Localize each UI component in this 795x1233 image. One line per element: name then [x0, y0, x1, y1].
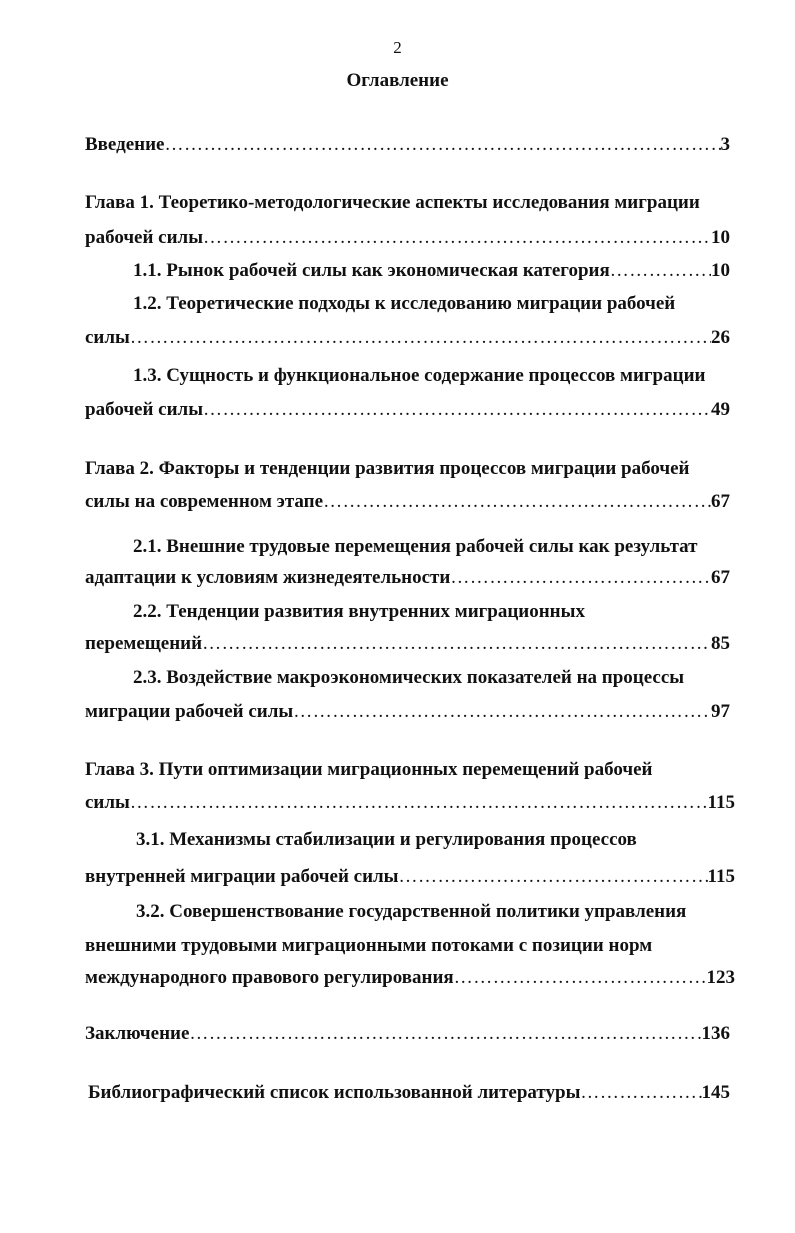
dot-leader	[580, 1081, 701, 1105]
toc-entry-page: 49	[711, 399, 730, 420]
toc-entry-text: рабочей силы	[85, 399, 204, 420]
page-number: 2	[393, 38, 402, 57]
dot-leader	[293, 700, 711, 724]
toc-entry-chapter-2[interactable]	[85, 490, 730, 514]
toc-section-1-2-title: 1.2. Теоретические подходы к исследованию миграции рабочей	[133, 293, 676, 314]
dot-leader	[399, 865, 708, 889]
toc-entry-text: перемещений	[85, 633, 203, 654]
toc-section-2-2-title: 2.2. Тенденции развития внутренних миграционных	[133, 601, 585, 622]
toc-section-2-3-title: 2.3. Воздействие макроэкономических показателей на процессы	[133, 667, 685, 688]
toc-entry-chapter-3[interactable]	[85, 791, 735, 815]
toc-entry-text: 1.1. Рынок рабочей силы как экономическая категория	[133, 260, 610, 281]
toc-entry-text: силы на современном этапе	[85, 491, 324, 512]
toc-entry-text: силы	[85, 327, 130, 348]
dot-leader	[610, 259, 711, 283]
toc-entry-text: Библиографический список использованной литературы	[88, 1082, 581, 1103]
toc-entry-1-2[interactable]	[85, 326, 730, 350]
toc-entry-1-3[interactable]	[85, 398, 730, 422]
toc-entry-3-2[interactable]	[85, 966, 735, 990]
toc-entry-page: 145	[701, 1082, 730, 1103]
toc-chapter-2-title: Глава 2. Факторы и тенденции развития процессов миграции рабочей	[85, 458, 690, 479]
toc-entry-conclusion[interactable]	[85, 1022, 730, 1046]
toc-entry-page: 123	[706, 967, 735, 988]
toc-entry-2-1[interactable]	[85, 566, 730, 590]
toc-entry-page: 115	[707, 792, 735, 813]
toc-entry-page: 115	[707, 866, 735, 887]
toc-entry-3-1[interactable]	[85, 865, 735, 889]
toc-entry-bibliography[interactable]	[88, 1081, 730, 1105]
toc-entry-page: 26	[711, 327, 730, 348]
dot-leader	[454, 966, 707, 990]
dot-leader	[130, 791, 708, 815]
dot-leader	[165, 133, 721, 157]
toc-entry-page: 10	[711, 227, 730, 248]
dot-leader	[130, 326, 711, 350]
toc-entry-text: рабочей силы	[85, 227, 204, 248]
toc-section-3-2-title: 3.2. Совершенствование государственной политики управления	[136, 901, 687, 922]
toc-section-3-2-title-cont: внешними трудовыми миграционными потоками с позиции норм	[85, 935, 653, 956]
toc-entry-page: 67	[711, 491, 730, 512]
toc-entry-introduction[interactable]	[85, 133, 730, 157]
toc-entry-page: 136	[701, 1023, 730, 1044]
dot-leader	[189, 1022, 701, 1046]
toc-section-3-1-title: 3.1. Механизмы стабилизации и регулирования процессов	[136, 829, 637, 850]
toc-entry-1-1[interactable]	[133, 259, 730, 283]
toc-chapter-1-title: Глава 1. Теоретико-методологические аспекты исследования миграции	[85, 192, 700, 213]
dot-leader	[323, 490, 711, 514]
dot-leader	[203, 226, 711, 250]
toc-section-1-3-title: 1.3. Сущность и функциональное содержание процессов миграции	[133, 365, 706, 386]
toc-entry-text: Введение	[85, 134, 165, 155]
toc-entry-text: силы	[85, 792, 130, 813]
toc-chapter-3-title: Глава 3. Пути оптимизации миграционных перемещений рабочей	[85, 759, 653, 780]
toc-section-2-1-title: 2.1. Внешние трудовые перемещения рабочей силы как результат	[133, 536, 698, 557]
dot-leader	[203, 398, 711, 422]
toc-entry-text: миграции рабочей силы	[85, 701, 294, 722]
toc-entry-chapter-1[interactable]	[85, 226, 730, 250]
dot-leader	[202, 632, 711, 656]
dot-leader	[450, 566, 711, 590]
toc-entry-2-2[interactable]	[85, 632, 730, 656]
toc-entry-page: 67	[711, 567, 730, 588]
toc-entry-page: 3	[720, 134, 730, 155]
toc-entry-2-3[interactable]	[85, 700, 730, 724]
toc-entry-page: 10	[711, 260, 730, 281]
toc-entry-text: международного правового регулирования	[85, 967, 454, 988]
toc-entry-text: внутренней миграции рабочей силы	[85, 866, 399, 887]
toc-entry-page: 97	[711, 701, 730, 722]
toc-title: Оглавление	[346, 70, 449, 91]
toc-entry-text: Заключение	[85, 1023, 190, 1044]
toc-entry-text: адаптации к условиям жизнедеятельности	[85, 567, 451, 588]
toc-entry-page: 85	[711, 633, 730, 654]
